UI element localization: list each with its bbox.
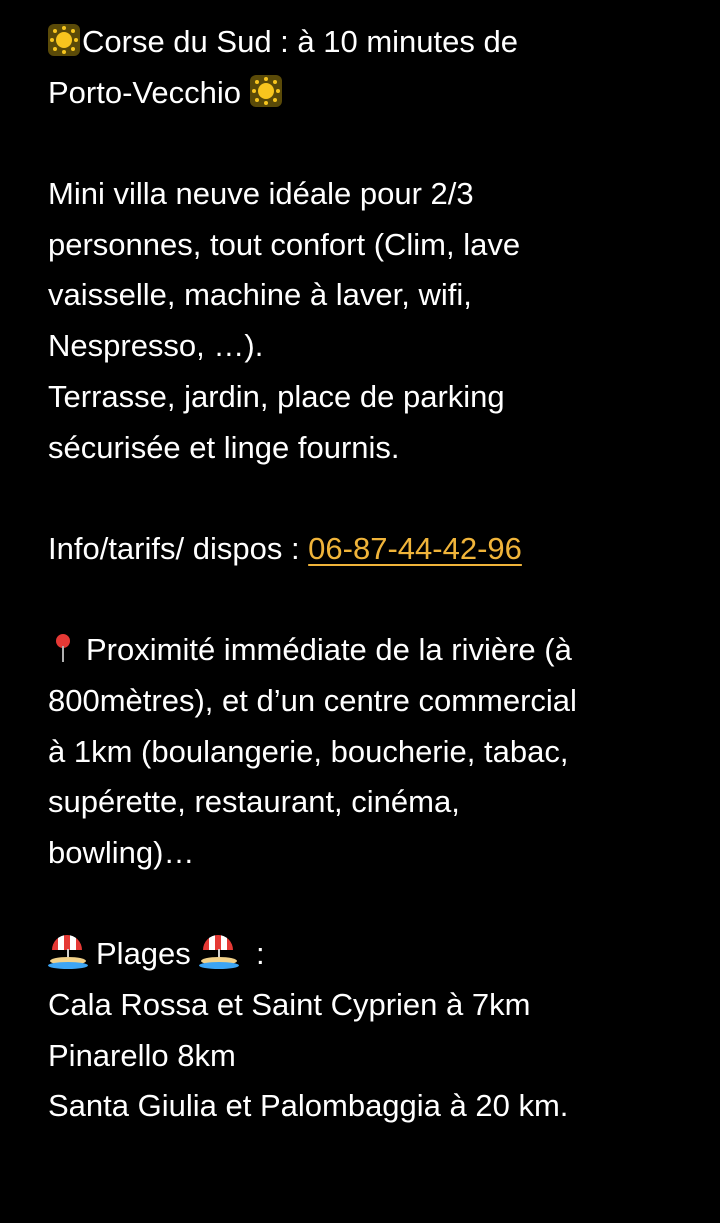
beach-umbrella-icon	[48, 935, 88, 969]
sun-icon	[48, 24, 80, 56]
proximity-text: Proximité immédiate de la rivière (à	[86, 632, 572, 668]
title-line-2	[48, 68, 688, 119]
description-line: sécurisée et linge fournis.	[48, 429, 400, 465]
spacer	[48, 879, 688, 930]
beaches-suffix: :	[247, 936, 265, 972]
description-line: vaisselle, machine à laver, wifi,	[48, 277, 472, 313]
contact-label: Info/tarifs/ dispos :	[48, 530, 309, 566]
title-text-1: Corse du Sud : à 10 minutes de	[82, 24, 518, 59]
sun-icon	[250, 75, 282, 107]
beaches-heading	[48, 929, 688, 980]
beach-line: Pinarello 8km	[48, 1037, 236, 1073]
proximity-line: à 1km (boulangerie, boucherie, tabac,	[48, 733, 569, 769]
phone-link[interactable]: 06-87-44-42-96	[308, 530, 522, 566]
proximity-line: 800mètres), et d’un centre commercial	[48, 682, 577, 718]
proximity-line: bowling)…	[48, 835, 195, 870]
beach-umbrella-icon	[199, 935, 239, 969]
proximity-line	[48, 625, 688, 676]
contact-line	[48, 524, 688, 575]
beaches-label: Plages	[96, 936, 191, 972]
beach-line: Cala Rossa et Saint Cyprien à 7km	[48, 987, 531, 1023]
spacer	[48, 575, 688, 626]
description-line: Terrasse, jardin, place de parking	[48, 378, 505, 414]
spacer	[48, 118, 688, 169]
proximity-line: supérette, restaurant, cinéma,	[48, 784, 460, 820]
pushpin-icon	[48, 632, 78, 664]
spacer	[48, 473, 688, 524]
description-line: Nespresso, …).	[48, 328, 264, 364]
beach-line: Santa Giulia et Palombaggia à 20 km.	[48, 1088, 569, 1124]
description-line: Mini villa neuve idéale pour 2/3	[48, 176, 474, 212]
note-body[interactable]	[48, 17, 688, 1132]
title-text-2: Porto-Vecchio	[48, 74, 241, 110]
title-line-1	[48, 17, 688, 68]
description-line: personnes, tout confort (Clim, lave	[48, 226, 521, 262]
